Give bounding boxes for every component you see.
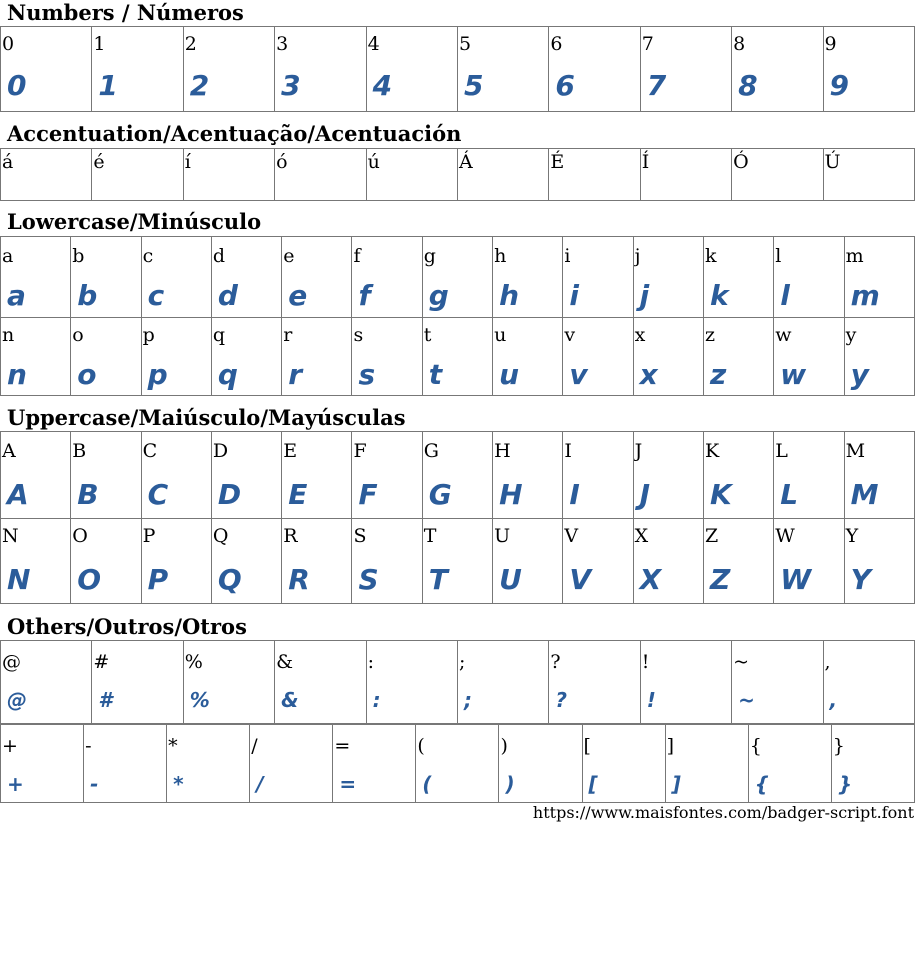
glyph-label: ~ (733, 651, 750, 673)
glyph-sample: Q (217, 563, 242, 596)
glyph-cell (352, 318, 422, 396)
glyph-label: L (775, 440, 788, 462)
glyph-label: 8 (733, 33, 746, 55)
glyph-cell (831, 725, 914, 803)
glyph-sample: ! (646, 688, 656, 712)
glyph-cell (422, 519, 492, 604)
glyph-label: / (251, 735, 258, 757)
accents-title: Accentuation/Acentuação/Acentuación (7, 121, 462, 146)
glyph-cell (1, 318, 71, 396)
glyph-label: S (353, 525, 367, 547)
glyph-label: i (564, 245, 571, 267)
glyph-cell (141, 237, 211, 318)
glyph-label: v (564, 324, 576, 346)
glyph-sample: ] (671, 772, 681, 796)
glyph-row (1, 149, 915, 201)
glyph-label: í (184, 151, 191, 173)
glyph-label: l (775, 245, 782, 267)
glyph-sample: M (850, 478, 879, 511)
glyph-sample: / (256, 772, 264, 796)
glyph-cell (141, 519, 211, 604)
glyph-label: Í (641, 151, 650, 173)
glyph-sample: Y (850, 563, 871, 596)
glyph-label: I (564, 440, 572, 462)
glyph-label: d (212, 245, 226, 267)
glyph-label: b (72, 245, 85, 267)
glyph-label: ó (276, 151, 288, 173)
glyph-label: 4 (367, 33, 380, 55)
glyph-cell (457, 641, 548, 724)
uppercase-title: Uppercase/Maiúsculo/Mayúsculas (7, 405, 406, 430)
glyph-cell (748, 725, 831, 803)
glyph-sample: q (217, 358, 238, 391)
glyph-cell (422, 237, 492, 318)
glyph-sample: P (147, 563, 169, 596)
glyph-sample: w (780, 358, 807, 391)
glyph-cell (275, 27, 366, 112)
glyph-label: o (72, 324, 84, 346)
glyph-label: á (2, 151, 14, 173)
glyph-label: O (72, 525, 88, 547)
glyph-label: * (168, 735, 178, 757)
glyph-sample: 7 (646, 69, 667, 102)
glyph-cell (640, 27, 731, 112)
glyph-cell (183, 27, 274, 112)
glyph-label: 1 (93, 33, 106, 55)
glyph-sample: : (372, 688, 381, 712)
glyph-cell (211, 519, 281, 604)
glyph-label: M (845, 440, 866, 462)
glyph-label: T (423, 525, 437, 547)
glyph-sample: o (77, 358, 97, 391)
glyph-cell (1, 237, 71, 318)
glyph-cell (275, 149, 366, 201)
glyph-cell (92, 149, 183, 201)
glyph-cell (416, 725, 499, 803)
glyph-cell (563, 519, 633, 604)
glyph-label: } (832, 735, 845, 757)
glyph-sample: 6 (555, 69, 575, 102)
glyph-sample: s (358, 358, 376, 391)
glyph-sample: 8 (738, 69, 758, 102)
glyph-label: k (704, 245, 717, 267)
glyph-label: Z (704, 525, 719, 547)
glyph-label: r (283, 324, 293, 346)
source-url: https://www.maisfontes.com/badger-script.font (532, 803, 914, 822)
glyph-sample: n (7, 358, 27, 391)
glyph-sample: 4 (372, 69, 393, 102)
glyph-cell (549, 641, 640, 724)
glyph-cell (352, 237, 422, 318)
glyph-cell (549, 149, 640, 201)
glyph-sample: % (189, 688, 210, 712)
glyph-cell (582, 725, 665, 803)
glyph-cell (823, 27, 914, 112)
glyph-label: H (494, 440, 511, 462)
glyph-sample: a (7, 279, 26, 312)
glyph-sample: * (173, 772, 184, 796)
glyph-cell (333, 725, 416, 803)
glyph-label: ) (500, 735, 508, 757)
glyph-sample: ; (463, 688, 472, 712)
glyph-sample: g (428, 279, 449, 312)
glyph-label: R (283, 525, 298, 547)
glyph-cell (823, 641, 914, 724)
glyph-sample: C (147, 478, 169, 511)
glyph-sample: U (499, 563, 522, 596)
glyph-label: n (2, 324, 15, 346)
glyph-label: j (634, 245, 641, 267)
glyph-label: Á (458, 151, 473, 173)
glyph-sample: O (77, 563, 102, 596)
glyph-sample: J (639, 478, 651, 511)
glyph-label: - (85, 735, 92, 757)
glyph-cell (366, 27, 457, 112)
glyph-cell (703, 432, 773, 519)
glyph-sample: u (499, 358, 520, 391)
glyph-label: P (142, 525, 156, 547)
glyph-label: C (142, 440, 158, 462)
glyph-label: ú (367, 151, 380, 173)
glyph-sample: t (428, 358, 443, 391)
glyph-sample: e (288, 279, 308, 312)
glyph-label: = (334, 735, 351, 757)
glyph-sample: L (780, 478, 799, 511)
glyph-sample: m (850, 279, 880, 312)
glyph-label: V (564, 525, 579, 547)
glyph-sample: R (288, 563, 310, 596)
glyph-sample: , (829, 688, 838, 712)
glyph-sample: 2 (189, 69, 210, 102)
glyph-cell (633, 519, 703, 604)
glyph-sample: S (358, 563, 379, 596)
glyph-cell (92, 641, 183, 724)
glyph-label: X (634, 525, 649, 547)
glyph-cell (774, 519, 844, 604)
glyph-cell (732, 641, 823, 724)
glyph-label: y (845, 324, 857, 346)
glyph-cell (282, 318, 352, 396)
numbers-table (0, 26, 915, 112)
glyph-cell (1, 641, 92, 724)
glyph-cell (71, 519, 141, 604)
glyph-sample: = (339, 772, 357, 796)
glyph-label: : (367, 651, 374, 673)
glyph-sample: @ (7, 688, 27, 712)
glyph-cell (275, 641, 366, 724)
glyph-cell (703, 519, 773, 604)
glyph-cell (282, 432, 352, 519)
glyph-cell (457, 149, 548, 201)
glyph-cell (71, 318, 141, 396)
glyph-cell (183, 149, 274, 201)
glyph-cell (774, 318, 844, 396)
glyph-cell (844, 318, 914, 396)
glyph-sample: A (7, 478, 29, 511)
glyph-label: t (423, 324, 432, 346)
glyph-sample: G (428, 478, 452, 511)
glyph-cell (84, 725, 167, 803)
glyph-label: 5 (458, 33, 472, 55)
glyph-sample: + (7, 772, 24, 796)
glyph-label: Y (845, 525, 859, 547)
glyph-label: J (634, 440, 643, 462)
glyph-label: 9 (824, 33, 837, 55)
glyph-cell (499, 725, 582, 803)
glyph-label: ! (641, 651, 650, 673)
glyph-cell (211, 432, 281, 519)
glyph-label: é (93, 151, 105, 173)
glyph-sample: [ (588, 772, 598, 796)
glyph-sample: y (850, 358, 869, 391)
glyph-sample: 5 (463, 69, 484, 102)
glyph-label: # (93, 651, 110, 673)
glyph-label: s (353, 324, 364, 346)
lowercase-title: Lowercase/Minúsculo (7, 209, 262, 234)
glyph-cell (71, 237, 141, 318)
glyph-cell (366, 641, 457, 724)
glyph-sample: W (780, 563, 812, 596)
glyph-sample: E (288, 478, 308, 511)
glyph-cell (1, 432, 71, 519)
glyph-label: N (2, 525, 19, 547)
glyph-sample: ? (555, 688, 567, 712)
glyph-label: p (142, 324, 155, 346)
glyph-row (1, 641, 915, 724)
glyph-sample: - (90, 772, 99, 796)
glyph-sample: N (7, 563, 31, 596)
glyph-cell (211, 237, 281, 318)
glyph-cell (633, 237, 703, 318)
lowercase-table (0, 236, 915, 396)
glyph-cell (640, 149, 731, 201)
glyph-cell (549, 27, 640, 112)
glyph-label: , (824, 651, 831, 673)
glyph-label: [ (583, 735, 591, 757)
glyph-cell (844, 519, 914, 604)
glyph-cell (422, 318, 492, 396)
glyph-cell (640, 641, 731, 724)
glyph-sample: B (77, 478, 99, 511)
glyph-label: É (550, 151, 565, 173)
glyph-sample: 3 (281, 69, 301, 102)
glyph-label: U (494, 525, 511, 547)
glyph-cell (844, 432, 914, 519)
glyph-sample: d (217, 279, 238, 312)
glyph-label: 6 (550, 33, 563, 55)
glyph-cell (422, 432, 492, 519)
glyph-row (1, 27, 915, 112)
glyph-label: h (494, 245, 507, 267)
glyph-label: q (212, 324, 226, 346)
glyph-label: A (2, 440, 16, 462)
glyph-cell (211, 318, 281, 396)
glyph-cell (141, 432, 211, 519)
glyph-sample: ) (505, 772, 515, 796)
glyph-sample: 1 (98, 69, 118, 102)
glyph-label: w (775, 324, 792, 346)
glyph-cell (1, 519, 71, 604)
glyph-sample: & (281, 688, 299, 712)
glyph-label: D (212, 440, 229, 462)
glyph-sample: # (98, 688, 113, 712)
glyph-cell (183, 641, 274, 724)
glyph-sample: r (288, 358, 302, 391)
glyph-sample: 9 (829, 69, 849, 102)
glyph-label: G (423, 440, 439, 462)
glyph-sample: T (428, 563, 448, 596)
glyph-cell (493, 318, 563, 396)
glyph-label: & (276, 651, 294, 673)
glyph-sample: l (780, 279, 790, 312)
glyph-label: ? (550, 651, 561, 673)
glyph-label: Ú (824, 151, 841, 173)
glyph-cell (823, 149, 914, 201)
glyph-cell (563, 237, 633, 318)
glyph-row (1, 725, 915, 803)
glyph-sample: { (754, 772, 769, 796)
glyph-label: m (845, 245, 864, 267)
glyph-sample: h (499, 279, 520, 312)
glyph-sample: 0 (7, 69, 27, 102)
uppercase-table (0, 431, 915, 604)
glyph-cell (282, 519, 352, 604)
glyph-sample: v (569, 358, 588, 391)
glyph-label: ; (458, 651, 466, 673)
glyph-sample: Z (709, 563, 731, 596)
glyph-label: e (283, 245, 295, 267)
glyph-sample: H (499, 478, 523, 511)
glyph-cell (167, 725, 250, 803)
glyph-label: { (749, 735, 762, 757)
glyph-row (1, 519, 915, 604)
glyph-sample: c (147, 279, 165, 312)
glyph-cell (563, 318, 633, 396)
glyph-cell (493, 519, 563, 604)
others-table-1 (0, 640, 915, 724)
glyph-sample: } (837, 772, 853, 796)
glyph-cell (844, 237, 914, 318)
glyph-cell (352, 432, 422, 519)
glyph-label: % (184, 651, 203, 673)
glyph-cell (352, 519, 422, 604)
glyph-sample: X (639, 563, 662, 596)
glyph-label: + (2, 735, 18, 757)
glyph-cell (703, 237, 773, 318)
numbers-title: Numbers / Números (7, 0, 244, 25)
glyph-label: @ (2, 651, 21, 673)
glyph-cell (141, 318, 211, 396)
glyph-cell (774, 237, 844, 318)
glyph-label: c (142, 245, 154, 267)
accents-table (0, 148, 915, 201)
glyph-sample: V (569, 563, 592, 596)
glyph-label: 0 (2, 33, 15, 55)
glyph-label: 7 (641, 33, 654, 55)
glyph-sample: j (639, 279, 650, 312)
glyph-label: 2 (184, 33, 197, 55)
glyph-cell (703, 318, 773, 396)
glyph-cell (665, 725, 748, 803)
glyph-cell (732, 149, 823, 201)
glyph-label: E (283, 440, 298, 462)
glyph-cell (563, 432, 633, 519)
glyph-cell (633, 432, 703, 519)
glyph-sample: D (217, 478, 242, 511)
glyph-sample: I (569, 478, 580, 511)
others-table-2 (0, 724, 915, 803)
glyph-sample: z (709, 358, 727, 391)
glyph-cell (92, 27, 183, 112)
glyph-row (1, 432, 915, 519)
glyph-cell (71, 432, 141, 519)
glyph-cell (774, 432, 844, 519)
glyph-sample: F (358, 478, 378, 511)
glyph-label: W (775, 525, 795, 547)
glyph-label: Q (212, 525, 229, 547)
glyph-label: F (353, 440, 367, 462)
glyph-sample: p (147, 358, 168, 391)
others-title: Others/Outros/Otros (7, 614, 247, 639)
glyph-sample: K (709, 478, 732, 511)
glyph-sample: ( (422, 772, 432, 796)
glyph-sample: b (77, 279, 98, 312)
glyph-cell (366, 149, 457, 201)
glyph-row (1, 318, 915, 396)
glyph-cell (633, 318, 703, 396)
glyph-cell (282, 237, 352, 318)
glyph-cell (493, 432, 563, 519)
glyph-sample: f (358, 279, 371, 312)
glyph-sample: x (639, 358, 658, 391)
glyph-label: K (704, 440, 720, 462)
glyph-label: 3 (276, 33, 289, 55)
glyph-cell (493, 237, 563, 318)
glyph-cell (250, 725, 333, 803)
glyph-sample: i (569, 279, 579, 312)
glyph-sample: ~ (738, 688, 755, 712)
glyph-cell (732, 27, 823, 112)
glyph-label: a (2, 245, 14, 267)
glyph-cell (1, 149, 92, 201)
glyph-label: Ó (733, 151, 749, 173)
glyph-label: ] (666, 735, 675, 757)
glyph-label: x (634, 324, 646, 346)
glyph-label: g (423, 245, 436, 267)
glyph-label: f (353, 245, 361, 267)
glyph-cell (1, 725, 84, 803)
glyph-label: B (72, 440, 87, 462)
glyph-sample: k (709, 279, 729, 312)
glyph-row (1, 237, 915, 318)
glyph-cell (1, 27, 92, 112)
glyph-label: u (494, 324, 507, 346)
glyph-label: z (704, 324, 715, 346)
glyph-cell (457, 27, 548, 112)
glyph-label: ( (417, 735, 425, 757)
